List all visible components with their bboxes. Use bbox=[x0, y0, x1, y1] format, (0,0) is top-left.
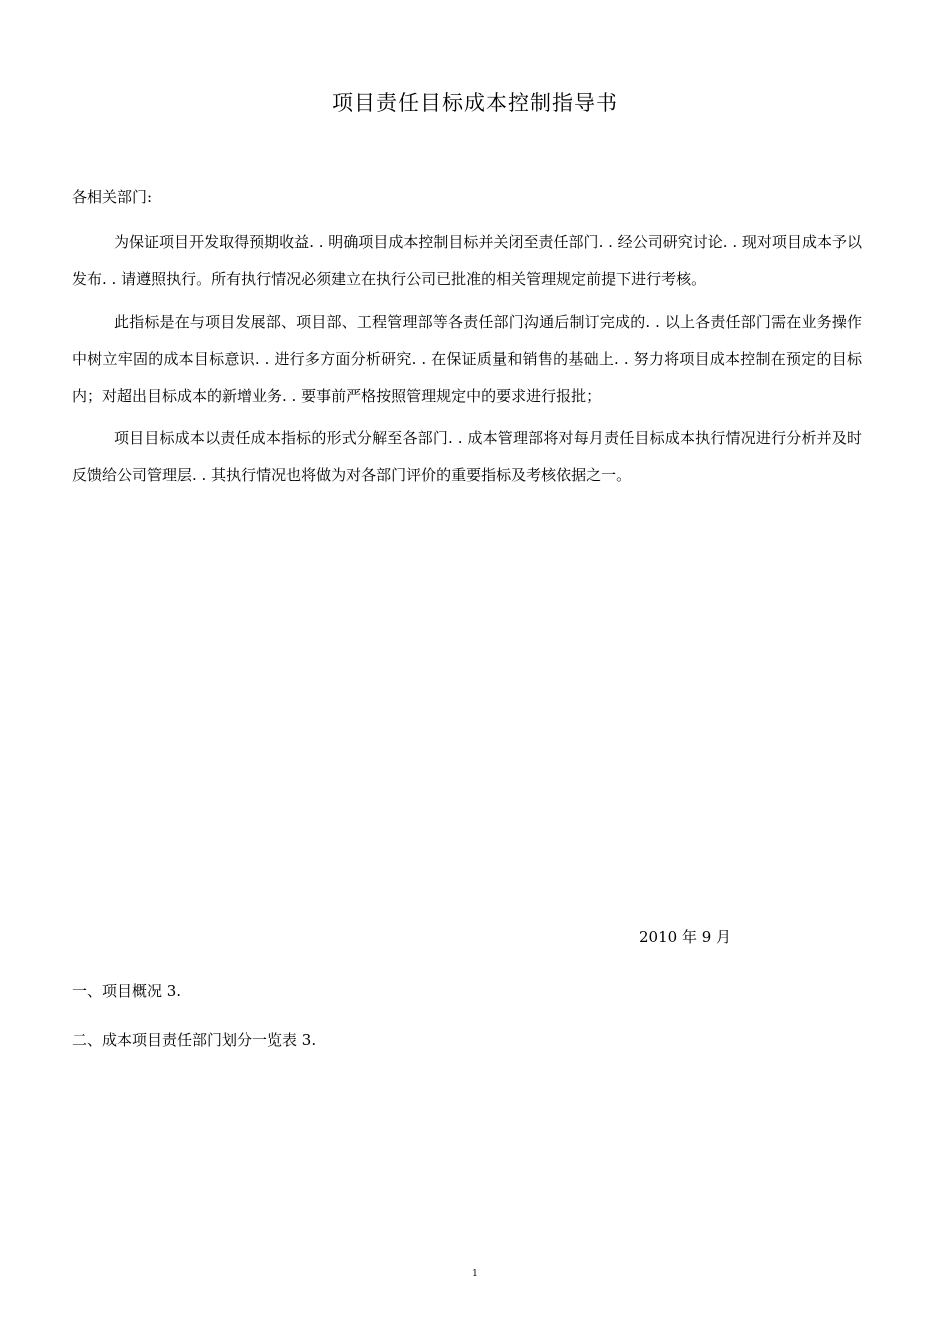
page-number: 1 bbox=[472, 1269, 478, 1279]
issue-date: 2010 年 9 月 bbox=[639, 928, 732, 946]
body-paragraph-2: 此指标是在与项目发展部、项目部、工程管理部等各责任部门沟通后制订完成的. . 以上各责任部门需在业务操作中树立牢固的成本目标意识. . 进行多方面分析研究. . 在保证质量和销售的基础上. . 努力将项目成本控制在预定的目标内；对超出目标成本的新增业务. . 要事前严格按照管理规定中的要求进行报批； bbox=[72, 313, 862, 405]
body-paragraph-3: 项目目标成本以责任成本指标的形式分解至各部门. . 成本管理部将对每月责任目标成本执行情况进行分析并及时反馈给公司管理层. . 其执行情况也将做为对各部门评价的重要指标及考核依据之一。 bbox=[72, 429, 862, 484]
toc-item-project-overview: 一、项目概况 3. bbox=[72, 982, 182, 1000]
toc-item-cost-responsibility-table: 二、成本项目责任部门划分一览表 3. bbox=[72, 1031, 317, 1049]
body-paragraph-1: 为保证项目开发取得预期收益. . 明确项目成本控制目标并关闭至责任部门. . 经公司研究讨论. . 现对项目成本予以发布. . 请遵照执行。所有执行情况必须建立在执行公司已批准的相关管理规定前提下进行考核。 bbox=[72, 233, 862, 288]
document-title: 项目责任目标成本控制指导书 bbox=[332, 91, 618, 115]
salutation: 各相关部门: bbox=[72, 188, 153, 206]
